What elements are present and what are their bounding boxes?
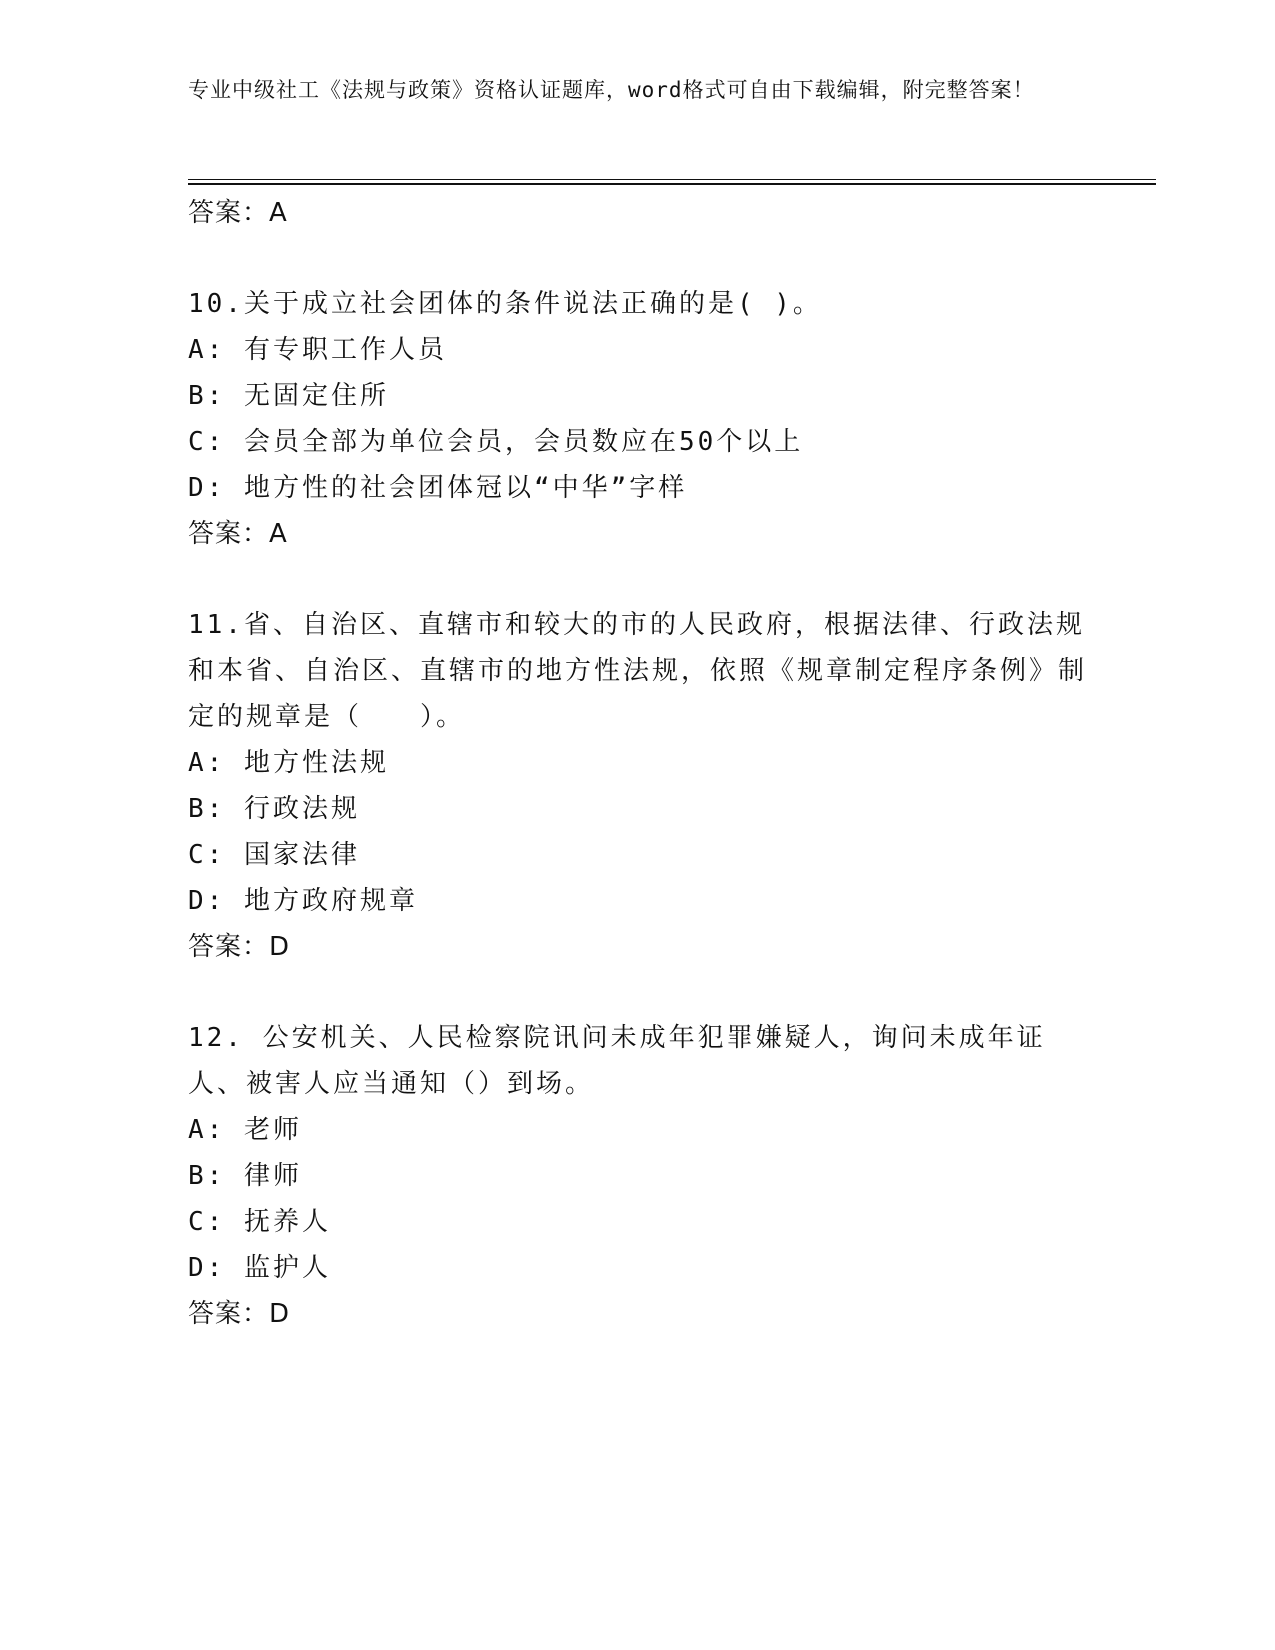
option-d: D: 监护人 (188, 1253, 331, 1283)
option-b: B: 律师 (188, 1161, 302, 1191)
option-b: B: 无固定住所 (188, 381, 389, 411)
header-rule-thick (188, 183, 1156, 185)
previous-answer: 答案：A (188, 198, 288, 228)
option-a: A: 老师 (188, 1115, 302, 1145)
answer: 答案：D (188, 932, 291, 962)
option-c: C: 会员全部为单位会员，会员数应在50个以上 (188, 427, 804, 457)
answer: 答案：A (188, 519, 288, 549)
question-text: 10.关于成立社会团体的条件说法正确的是( )。 (188, 289, 822, 319)
option-a: A: 地方性法规 (188, 748, 389, 778)
option-a: A: 有专职工作人员 (188, 335, 447, 365)
option-b: B: 行政法规 (188, 794, 360, 824)
header-rule (188, 179, 1156, 180)
option-d: D: 地方性的社会团体冠以“中华”字样 (188, 473, 688, 503)
option-c: C: 国家法律 (188, 840, 360, 870)
question-10 (188, 281, 1088, 557)
option-d: D: 地方政府规章 (188, 886, 418, 916)
question-list (188, 190, 1088, 1337)
question-12 (188, 1015, 1088, 1337)
question-11 (188, 602, 1088, 970)
question-text: 12. 公安机关、人民检察院讯问未成年犯罪嫌疑人，询问未成年证人、被害人应当通知（）到场。 (188, 1023, 1046, 1099)
question-text: 11.省、自治区、直辖市和较大的市的人民政府，根据法律、行政法规和本省、自治区、直辖市的地方性法规，依照《规章制定程序条例》制定的规章是（ ）。 (188, 610, 1088, 732)
document-header: 专业中级社工《法规与政策》资格认证题库，word格式可自由下载编辑，附完整答案！ (188, 78, 1035, 102)
option-c: C: 抚养人 (188, 1207, 331, 1237)
answer: 答案：D (188, 1299, 291, 1329)
